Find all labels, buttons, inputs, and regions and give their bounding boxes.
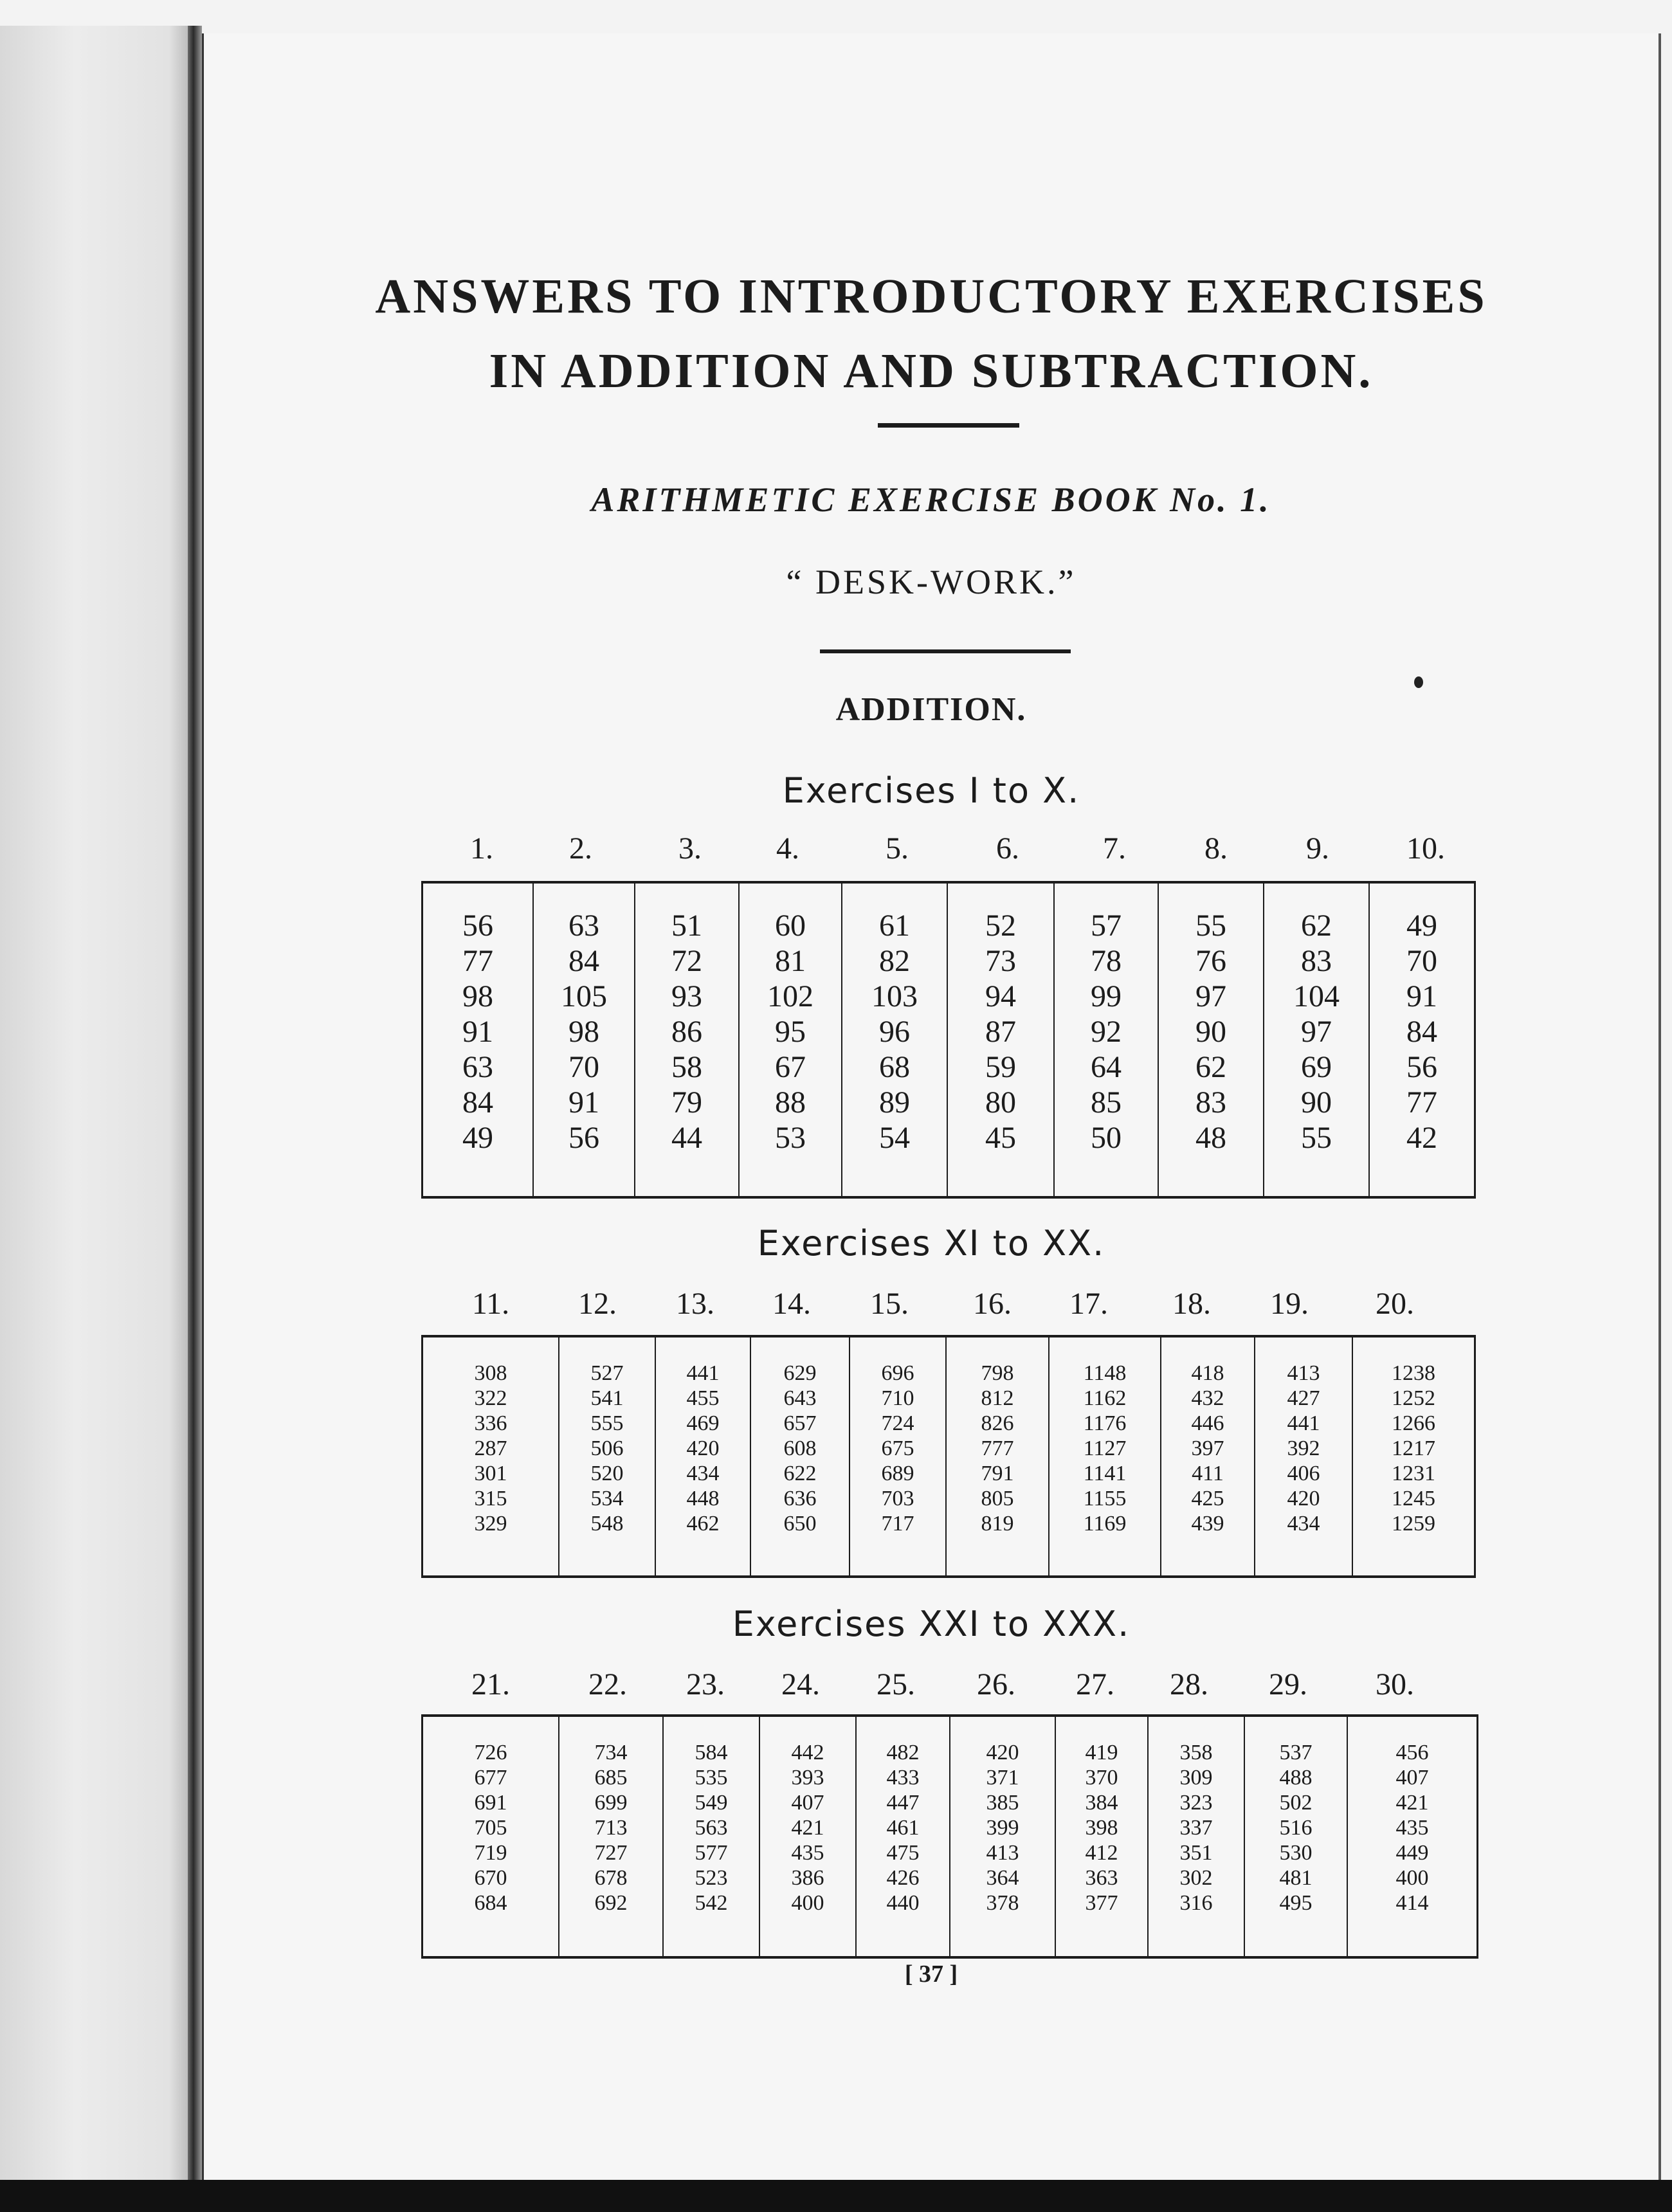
answer-value: 78 [1091,944,1122,978]
answer-column [558,1717,662,1956]
exercise-number: 4. [776,831,799,866]
book-page [202,33,1661,2181]
answer-value: 370 [1085,1766,1118,1790]
title-divider [878,423,1019,428]
answer-value: 643 [783,1386,817,1410]
answer-value: 462 [686,1512,720,1536]
answer-value: 48 [1195,1121,1226,1155]
exercise-number: 13. [676,1287,714,1321]
answer-value: 413 [986,1841,1019,1865]
answer-value: 1231 [1392,1462,1435,1485]
answer-value: 481 [1279,1866,1313,1890]
exercise-set-heading: Exercises XI to XX. [757,1223,1105,1264]
answer-value: 1155 [1083,1487,1127,1510]
answer-value: 1217 [1392,1437,1435,1460]
answer-value: 629 [783,1361,817,1385]
answer-value: 91 [462,1015,493,1049]
answer-value: 426 [886,1866,920,1890]
answer-value: 798 [981,1361,1014,1385]
answer-value: 84 [462,1085,493,1120]
answer-value: 400 [1395,1866,1429,1890]
exercise-number: 14. [772,1287,811,1321]
answer-column [1244,1717,1347,1956]
exercise-set-heading: Exercises I to X. [782,770,1080,811]
answer-value: 1127 [1083,1437,1127,1460]
answer-value: 1169 [1083,1512,1127,1536]
answer-value: 675 [881,1437,914,1460]
answer-value: 684 [474,1891,507,1915]
answer-value: 79 [671,1085,702,1120]
answer-value: 657 [783,1411,817,1435]
answer-value: 421 [1395,1791,1429,1815]
exercise-number: 1. [470,831,493,866]
answer-column [1263,884,1368,1196]
exercise-number: 16. [973,1287,1012,1321]
exercise-number: 11. [471,1287,510,1321]
answer-value: 441 [686,1361,720,1385]
answer-value: 535 [695,1766,728,1790]
answer-value: 692 [594,1891,628,1915]
answer-value: 435 [791,1841,824,1865]
answer-value: 439 [1191,1512,1224,1536]
answer-column [759,1717,855,1956]
answer-value: 384 [1085,1791,1118,1815]
answer-value: 62 [1301,909,1332,943]
answer-value: 68 [879,1050,910,1084]
answer-value: 650 [783,1512,817,1536]
answer-value: 59 [985,1050,1016,1084]
answer-value: 777 [981,1437,1014,1460]
answer-value: 432 [1191,1386,1224,1410]
answer-value: 103 [871,979,918,1013]
answer-value: 57 [1091,909,1122,943]
exercise-number-row [204,1286,1658,1325]
book-title: ARITHMETIC EXERCISE BOOK No. 1. [591,480,1271,519]
answer-column [662,1717,759,1956]
answer-value: 530 [1279,1841,1313,1865]
answer-value: 826 [981,1411,1014,1435]
answer-column [855,1717,949,1956]
answer-value: 377 [1085,1891,1118,1915]
answer-value: 577 [695,1841,728,1865]
answer-value: 315 [474,1487,507,1510]
answer-value: 414 [1395,1891,1429,1915]
answer-value: 447 [886,1791,920,1815]
answer-value: 397 [1191,1437,1224,1460]
answer-value: 302 [1179,1866,1213,1890]
answer-value: 69 [1301,1050,1332,1084]
exercise-number: 5. [886,831,909,866]
answer-value: 56 [568,1121,599,1155]
answer-column [423,1717,558,1956]
answer-value: 435 [1395,1816,1429,1840]
answer-value: 77 [462,944,493,978]
answer-value: 1259 [1392,1512,1435,1536]
exercise-set-heading: Exercises XXI to XXX. [732,1604,1131,1644]
answer-value: 97 [1301,1015,1332,1049]
answer-value: 64 [1091,1050,1122,1084]
answer-value: 420 [1287,1487,1320,1510]
answer-value: 98 [462,979,493,1013]
page-title-line-1: ANSWERS TO INTRODUCTORY EXERCISES [375,269,1487,323]
exercise-number: 27. [1076,1667,1114,1701]
exercise-number: 2. [569,831,592,866]
answer-value: 70 [1406,944,1437,978]
answer-value: 50 [1091,1121,1122,1155]
exercise-number: 26. [977,1667,1015,1701]
exercise-number: 20. [1376,1287,1414,1321]
answer-value: 70 [568,1050,599,1084]
answer-value: 819 [981,1512,1014,1536]
answer-value: 84 [1406,1015,1437,1049]
answer-value: 482 [886,1741,920,1764]
answer-value: 316 [1179,1891,1213,1915]
answer-value: 670 [474,1866,507,1890]
answer-column [1254,1337,1352,1575]
subtitle-divider [820,649,1071,653]
answer-column [945,1337,1048,1575]
answer-value: 689 [881,1462,914,1485]
answer-value: 56 [1406,1050,1437,1084]
answer-value: 77 [1406,1085,1437,1120]
answer-value: 87 [985,1015,1016,1049]
answer-value: 710 [881,1386,914,1410]
answer-table [421,881,1476,1199]
answer-value: 322 [474,1386,507,1410]
answer-value: 449 [1395,1841,1429,1865]
answer-column [841,884,947,1196]
answer-value: 448 [686,1487,720,1510]
answer-value: 724 [881,1411,914,1435]
answer-value: 475 [886,1841,920,1865]
answer-value: 1148 [1083,1361,1127,1385]
ink-speck [1414,676,1423,688]
answer-value: 549 [695,1791,728,1815]
answer-value: 520 [590,1462,624,1485]
answer-value: 719 [474,1841,507,1865]
answer-value: 703 [881,1487,914,1510]
answer-value: 84 [568,944,599,978]
answer-value: 309 [1179,1766,1213,1790]
answer-value: 1252 [1392,1386,1435,1410]
answer-value: 398 [1085,1816,1118,1840]
answer-value: 329 [474,1512,507,1536]
answer-value: 90 [1195,1015,1226,1049]
exercise-number: 3. [678,831,702,866]
answer-value: 542 [695,1891,728,1915]
answer-column [423,884,532,1196]
answer-value: 699 [594,1791,628,1815]
answer-value: 385 [986,1791,1019,1815]
answer-value: 96 [879,1015,910,1049]
answer-value: 72 [671,944,702,978]
answer-value: 622 [783,1462,817,1485]
answer-value: 412 [1085,1841,1118,1865]
exercise-number: 19. [1270,1287,1309,1321]
exercise-number: 6. [996,831,1019,866]
answer-value: 351 [1179,1841,1213,1865]
answer-value: 400 [791,1891,824,1915]
exercise-number: 8. [1204,831,1228,866]
answer-value: 52 [985,909,1016,943]
answer-value: 433 [886,1766,920,1790]
answer-value: 102 [767,979,813,1013]
answer-value: 54 [879,1121,910,1155]
answer-value: 534 [590,1487,624,1510]
answer-value: 469 [686,1411,720,1435]
answer-value: 98 [568,1015,599,1049]
section-heading-addition: ADDITION. [835,691,1027,728]
answer-value: 636 [783,1487,817,1510]
exercise-number: 12. [578,1287,617,1321]
answer-column [634,884,738,1196]
answer-value: 461 [886,1816,920,1840]
exercise-number: 10. [1406,831,1445,866]
exercise-number: 23. [686,1667,725,1701]
answer-table [421,1335,1476,1578]
answer-value: 678 [594,1866,628,1890]
answer-column [655,1337,750,1575]
answer-value: 97 [1195,979,1226,1013]
answer-value: 73 [985,944,1016,978]
answer-value: 685 [594,1766,628,1790]
answer-value: 95 [775,1015,806,1049]
answer-value: 812 [981,1386,1014,1410]
answer-value: 456 [1395,1741,1429,1764]
exercise-number: 18. [1172,1287,1211,1321]
answer-column [1368,884,1474,1196]
answer-value: 76 [1195,944,1226,978]
answer-value: 91 [568,1085,599,1120]
answer-value: 548 [590,1512,624,1536]
answer-value: 80 [985,1085,1016,1120]
answer-value: 86 [671,1015,702,1049]
answer-value: 411 [1192,1462,1224,1485]
answer-column [1352,1337,1474,1575]
answer-value: 89 [879,1085,910,1120]
answer-value: 91 [1406,979,1437,1013]
answer-value: 805 [981,1487,1014,1510]
answer-value: 61 [879,909,910,943]
exercise-number: 25. [877,1667,915,1701]
facing-page [0,26,188,2186]
answer-value: 1245 [1392,1487,1435,1510]
answer-value: 726 [474,1741,507,1764]
answer-value: 1238 [1392,1361,1435,1385]
answer-value: 506 [590,1437,624,1460]
answer-column [949,1717,1055,1956]
exercise-number: 15. [870,1287,909,1321]
exercise-number-row [204,831,1658,869]
answer-value: 425 [1191,1487,1224,1510]
answer-value: 104 [1293,979,1340,1013]
answer-value: 371 [986,1766,1019,1790]
answer-value: 323 [1179,1791,1213,1815]
answer-column [1147,1717,1244,1956]
answer-value: 45 [985,1121,1016,1155]
answer-value: 488 [1279,1766,1313,1790]
answer-value: 734 [594,1741,628,1764]
answer-value: 420 [686,1437,720,1460]
answer-value: 705 [474,1816,507,1840]
answer-value: 386 [791,1866,824,1890]
answer-value: 44 [671,1121,702,1155]
answer-column [1347,1717,1477,1956]
answer-value: 696 [881,1361,914,1385]
answer-value: 308 [474,1361,507,1385]
answer-value: 67 [775,1050,806,1084]
answer-value: 791 [981,1462,1014,1485]
answer-value: 407 [791,1791,824,1815]
answer-column [849,1337,945,1575]
answer-column [947,884,1053,1196]
answer-value: 1176 [1083,1411,1127,1435]
answer-column [1053,884,1158,1196]
answer-value: 442 [791,1741,824,1764]
answer-value: 420 [986,1741,1019,1764]
answer-value: 62 [1195,1050,1226,1084]
exercise-number: 29. [1269,1667,1307,1701]
answer-value: 83 [1301,944,1332,978]
answer-column [558,1337,655,1575]
answer-value: 358 [1179,1741,1213,1764]
answer-value: 691 [474,1791,507,1815]
scan-bottom-edge [0,2180,1672,2212]
answer-value: 49 [1406,909,1437,943]
answer-value: 407 [1395,1766,1429,1790]
answer-column [423,1337,558,1575]
answer-value: 677 [474,1766,507,1790]
answer-value: 1141 [1083,1462,1127,1485]
answer-value: 717 [881,1512,914,1536]
exercise-number: 24. [781,1667,820,1701]
answer-value: 337 [1179,1816,1213,1840]
exercise-number: 17. [1069,1287,1108,1321]
answer-value: 99 [1091,979,1122,1013]
answer-value: 55 [1195,909,1226,943]
answer-value: 418 [1191,1361,1224,1385]
answer-value: 378 [986,1891,1019,1915]
answer-column [532,884,634,1196]
answer-value: 364 [986,1866,1019,1890]
answer-value: 502 [1279,1791,1313,1815]
answer-value: 336 [474,1411,507,1435]
exercise-number: 7. [1103,831,1126,866]
page-title-line-2: IN ADDITION AND SUBTRACTION. [489,344,1374,398]
answer-value: 92 [1091,1015,1122,1049]
answer-value: 434 [1287,1512,1320,1536]
answer-value: 441 [1287,1411,1320,1435]
answer-value: 42 [1406,1121,1437,1155]
answer-column [738,884,841,1196]
answer-value: 393 [791,1766,824,1790]
answer-value: 49 [462,1121,493,1155]
answer-value: 608 [783,1437,817,1460]
answer-value: 83 [1195,1085,1226,1120]
answer-value: 537 [1279,1741,1313,1764]
answer-value: 51 [671,909,702,943]
answer-value: 727 [594,1841,628,1865]
answer-value: 94 [985,979,1016,1013]
exercise-number: 22. [588,1667,627,1701]
answer-column [1048,1337,1160,1575]
answer-value: 55 [1301,1121,1332,1155]
answer-value: 82 [879,944,910,978]
answer-value: 53 [775,1121,806,1155]
answer-value: 88 [775,1085,806,1120]
answer-value: 434 [686,1462,720,1485]
exercise-number: 28. [1170,1667,1208,1701]
answer-value: 63 [462,1050,493,1084]
answer-value: 523 [695,1866,728,1890]
answer-value: 93 [671,979,702,1013]
answer-value: 406 [1287,1462,1320,1485]
answer-value: 440 [886,1891,920,1915]
answer-value: 1266 [1392,1411,1435,1435]
answer-value: 541 [590,1386,624,1410]
desk-work-label: “ DESK-WORK.” [786,563,1077,601]
answer-value: 713 [594,1816,628,1840]
answer-value: 392 [1287,1437,1320,1460]
page-number: [ 37 ] [904,1961,958,1988]
answer-value: 446 [1191,1411,1224,1435]
answer-value: 563 [695,1816,728,1840]
exercise-number: 9. [1306,831,1329,866]
answer-value: 413 [1287,1361,1320,1385]
answer-table [421,1714,1478,1959]
answer-value: 495 [1279,1891,1313,1915]
exercise-number: 30. [1376,1667,1414,1701]
answer-value: 287 [474,1437,507,1460]
answer-value: 58 [671,1050,702,1084]
answer-value: 399 [986,1816,1019,1840]
answer-value: 63 [568,909,599,943]
answer-value: 301 [474,1462,507,1485]
answer-value: 555 [590,1411,624,1435]
answer-column [750,1337,849,1575]
answer-value: 455 [686,1386,720,1410]
answer-value: 584 [695,1741,728,1764]
answer-value: 527 [590,1361,624,1385]
answer-value: 421 [791,1816,824,1840]
answer-value: 85 [1091,1085,1122,1120]
answer-column [1158,884,1263,1196]
answer-value: 363 [1085,1866,1118,1890]
answer-value: 56 [462,909,493,943]
exercise-number-row [204,1667,1658,1705]
answer-value: 516 [1279,1816,1313,1840]
book-gutter [188,26,202,2186]
exercise-number: 21. [471,1667,510,1701]
answer-value: 427 [1287,1386,1320,1410]
answer-value: 60 [775,909,806,943]
answer-value: 1162 [1083,1386,1127,1410]
answer-value: 105 [561,979,607,1013]
answer-value: 90 [1301,1085,1332,1120]
answer-column [1055,1717,1147,1956]
answer-value: 419 [1085,1741,1118,1764]
answer-column [1160,1337,1254,1575]
answer-value: 81 [775,944,806,978]
